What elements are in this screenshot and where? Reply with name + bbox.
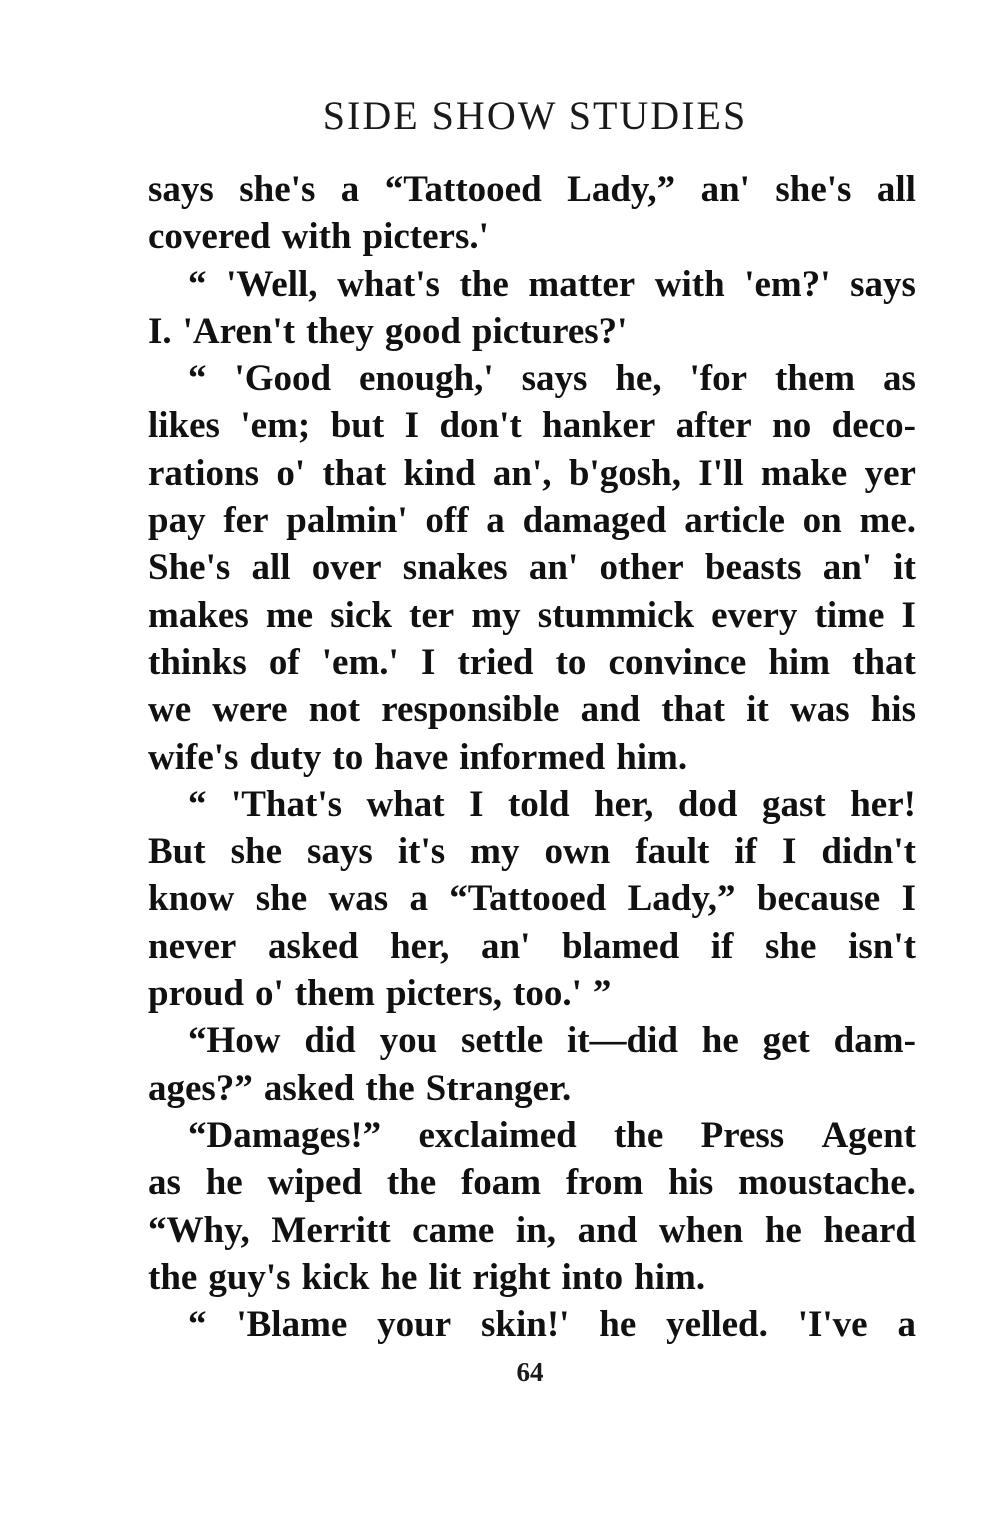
word: 'em?' [744, 263, 831, 305]
word: informed [459, 736, 606, 778]
word: “ [188, 358, 207, 400]
word: makes [148, 594, 249, 636]
word: an' [822, 547, 873, 589]
word: a [409, 878, 428, 920]
word: right [472, 1256, 551, 1298]
word: she's [239, 169, 316, 210]
word: 'Good [234, 358, 332, 400]
text-line [148, 686, 916, 733]
word: rations [148, 452, 259, 494]
word: asked [267, 925, 359, 967]
word: pay [148, 500, 206, 542]
word: dam- [833, 1020, 916, 1062]
word: him [768, 641, 831, 683]
word: guy's [208, 1256, 291, 1298]
word: over [311, 547, 382, 589]
word: but [330, 405, 385, 447]
word: Merritt [271, 1209, 391, 1251]
word: them [294, 973, 375, 1015]
word: he [764, 1209, 802, 1251]
word: not [308, 689, 361, 731]
word: “ [188, 1304, 207, 1346]
word: she [765, 925, 817, 967]
word: what [366, 783, 445, 825]
text-line [148, 923, 916, 970]
running-head: SIDE SHOW STUDIES [322, 93, 748, 138]
word: it's [397, 831, 446, 873]
word: she [255, 878, 308, 920]
word: him. [616, 736, 688, 778]
word: says [307, 831, 373, 873]
word: because [756, 878, 881, 920]
text-line [148, 1112, 916, 1159]
word: I [901, 594, 916, 636]
word: 'Blame [236, 1304, 348, 1346]
word: me. [859, 500, 916, 542]
word: damaged [522, 500, 667, 542]
word: proud [148, 973, 244, 1015]
text-line [148, 450, 916, 497]
word: blamed [561, 925, 680, 967]
word: all [876, 169, 916, 210]
word: yer [864, 452, 916, 494]
word: your [377, 1304, 452, 1346]
word: never [148, 925, 237, 967]
word: an' [700, 169, 750, 210]
word: b'gosh, [568, 452, 681, 494]
word: I'll [698, 452, 744, 494]
word: the [459, 263, 509, 305]
word: Lady,” [627, 878, 736, 920]
word: article [684, 500, 785, 542]
word: his [870, 689, 916, 731]
word: he [599, 1304, 637, 1346]
word: he [205, 1162, 243, 1204]
word: was [789, 689, 850, 731]
word: too.' [513, 973, 582, 1015]
word: didn't [821, 831, 916, 873]
text-line [148, 828, 916, 875]
word: 'em.' [321, 641, 399, 683]
word: off [425, 500, 469, 542]
word: o' [255, 973, 284, 1015]
word: we [148, 689, 192, 731]
word: isn't [848, 925, 916, 967]
word: 'That's [230, 783, 343, 825]
word: no [772, 405, 812, 447]
text-line [148, 308, 916, 355]
word: her, [594, 783, 654, 825]
text-line [148, 1159, 916, 1206]
word: o' [276, 452, 306, 494]
word: wife's [148, 736, 239, 778]
word: kind [403, 452, 476, 494]
word: his [668, 1162, 714, 1204]
word: of [268, 641, 300, 683]
word: she's [775, 169, 852, 210]
word: when [658, 1209, 744, 1251]
text-line [148, 166, 916, 213]
text-line [148, 875, 916, 922]
word: wiped [267, 1162, 363, 1204]
word: responsible [381, 689, 560, 731]
word: dod [677, 783, 738, 825]
word: don't [439, 405, 522, 447]
word: it [893, 547, 916, 589]
word: But [148, 831, 206, 873]
word: me [265, 594, 314, 636]
word: convince [608, 641, 747, 683]
word: thinks [148, 641, 247, 683]
word: good [384, 310, 461, 352]
text-line [148, 497, 916, 544]
word: deco- [831, 405, 916, 447]
word: to [332, 736, 364, 778]
word: I [420, 641, 436, 683]
word: lit [428, 1256, 462, 1298]
word: likes [148, 405, 220, 447]
word: 'Well, [226, 263, 318, 305]
word: the [148, 1256, 198, 1298]
word: told [507, 783, 570, 825]
word: I [469, 783, 484, 825]
text-line [148, 592, 916, 639]
word: “ [188, 783, 207, 825]
word: have [374, 736, 449, 778]
text-line [148, 781, 916, 828]
word: sick [330, 594, 392, 636]
word: him. [634, 1256, 706, 1298]
word: ” [592, 973, 612, 1015]
word: picters.' [362, 216, 489, 258]
word: fault [635, 831, 710, 873]
word: with [654, 263, 725, 305]
text-line [148, 970, 916, 1017]
word: if [710, 925, 734, 967]
word: an' [481, 925, 531, 967]
word: Agent [821, 1114, 916, 1156]
word: he, [615, 358, 662, 400]
text-line [148, 1065, 916, 1112]
word: her, [390, 925, 450, 967]
text-line [148, 213, 916, 260]
word: I [901, 878, 916, 920]
word: Press [700, 1114, 785, 1156]
word: matter [528, 263, 636, 305]
word: and [577, 1209, 638, 1251]
word: was [328, 878, 389, 920]
word: says [521, 358, 588, 400]
word: own [544, 831, 611, 873]
word: my [470, 831, 520, 873]
word: did [304, 1020, 356, 1062]
text-line [148, 261, 916, 308]
word: foam [460, 1162, 542, 1204]
word: asked [263, 1067, 355, 1109]
word: he [701, 1020, 739, 1062]
word: with [281, 216, 352, 258]
word: enough,' [358, 358, 494, 400]
word: “ [188, 263, 207, 305]
word: from [565, 1162, 644, 1204]
word: “Tattooed [449, 878, 607, 920]
word: a [897, 1304, 916, 1346]
word: it—did [566, 1020, 678, 1062]
word: all [251, 547, 291, 589]
word: says [148, 169, 214, 210]
text-line [148, 402, 916, 449]
word: “Why, [148, 1209, 250, 1251]
word: if [734, 831, 757, 873]
text-line [148, 734, 916, 781]
text-line [148, 1207, 916, 1254]
word: kick [301, 1256, 370, 1298]
word: after [675, 405, 752, 447]
word: make [760, 452, 848, 494]
word: moustache. [738, 1162, 916, 1204]
word: what's [337, 263, 440, 305]
word: She's [148, 547, 231, 589]
word: it [746, 689, 769, 731]
word: gast [761, 783, 826, 825]
word: ages?” [148, 1067, 253, 1109]
word: my [471, 594, 521, 636]
word: I [781, 831, 797, 873]
word: them [774, 358, 856, 400]
word: pictures?' [471, 310, 628, 352]
word: tried [457, 641, 534, 683]
word: beasts [704, 547, 802, 589]
word: the [613, 1114, 664, 1156]
word: Lady,” [567, 169, 676, 210]
word: hanker [542, 405, 656, 447]
word: other [599, 547, 684, 589]
word: covered [148, 216, 271, 258]
word: a [340, 169, 360, 210]
word: and [580, 689, 641, 731]
word: palmin' [286, 500, 408, 542]
word: an' [528, 547, 579, 589]
word: on [802, 500, 842, 542]
word: time [814, 594, 885, 636]
word: the [386, 1162, 437, 1204]
word: yelled. [666, 1304, 768, 1346]
word: came [412, 1209, 495, 1251]
word: says [850, 263, 916, 305]
word: a [486, 500, 505, 542]
word: that [322, 452, 387, 494]
word: get [762, 1020, 810, 1062]
word: that [661, 689, 726, 731]
text-line [148, 639, 916, 686]
word: the [365, 1067, 415, 1109]
word: as [883, 358, 916, 400]
word: “Damages!” [188, 1114, 382, 1156]
word: stummick [537, 594, 695, 636]
page-number: 64 [516, 1357, 544, 1387]
word: know [148, 878, 235, 920]
word: she [230, 831, 282, 873]
word: skin!' [481, 1304, 570, 1346]
word: to [555, 641, 587, 683]
word: exclaimed [418, 1114, 577, 1156]
text-line [148, 1254, 916, 1301]
word: I [404, 405, 420, 447]
text-line [148, 355, 916, 402]
word: were [212, 689, 288, 731]
word: 'Aren't [182, 310, 296, 352]
word: into [561, 1256, 624, 1298]
word: “Tattooed [384, 169, 542, 210]
word: heard [823, 1209, 916, 1251]
word: 'I've [797, 1304, 868, 1346]
word: duty [249, 736, 322, 778]
word: fer [223, 500, 269, 542]
word: an', [492, 452, 552, 494]
word: ter [409, 594, 455, 636]
word: that [852, 641, 916, 683]
word: I. [148, 310, 172, 352]
word: settle [460, 1020, 544, 1062]
word: Stranger. [425, 1067, 572, 1109]
text-line [148, 544, 916, 591]
body-text [148, 166, 916, 1348]
word: you [379, 1020, 438, 1062]
text-line [148, 1017, 916, 1064]
word: 'em; [240, 405, 311, 447]
word: picters, [385, 973, 503, 1015]
word: “How [188, 1020, 281, 1062]
word: 'for [689, 358, 748, 400]
word: her! [850, 783, 916, 825]
word: they [306, 310, 374, 352]
text-line [148, 1301, 916, 1348]
word: in, [515, 1209, 557, 1251]
word: snakes [402, 547, 508, 589]
word: as [148, 1162, 181, 1204]
word: he [380, 1256, 418, 1298]
word: every [711, 594, 798, 636]
